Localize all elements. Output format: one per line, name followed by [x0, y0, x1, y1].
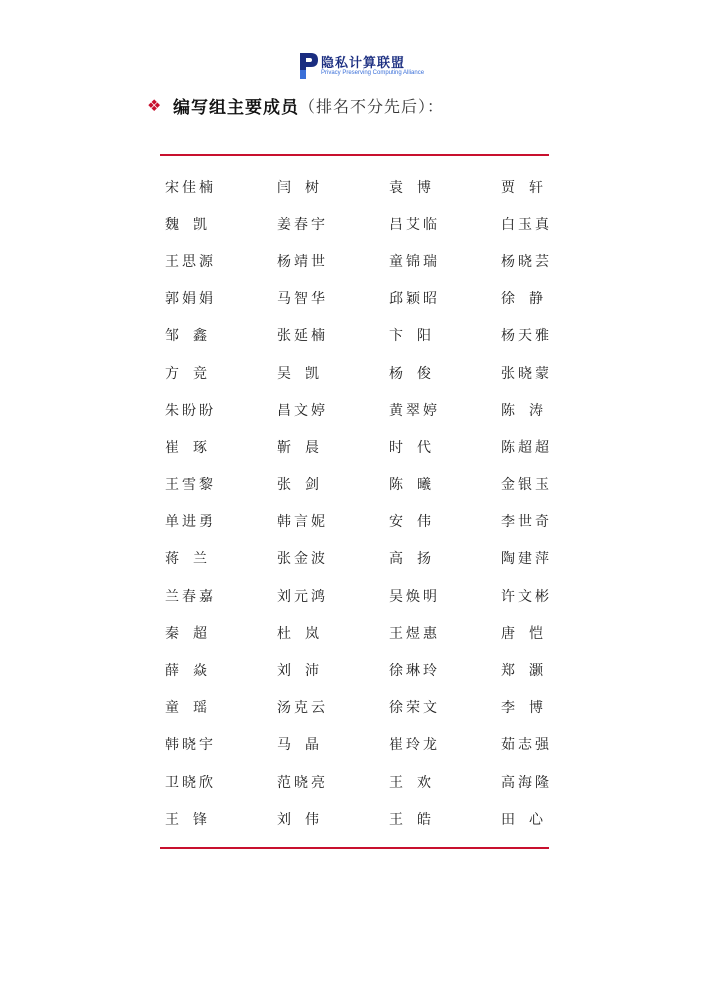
member-name: 吴 焕 明 — [389, 588, 437, 605]
member-name: 高 海 隆 — [501, 774, 549, 791]
member-name: 杨 晓 芸 — [501, 253, 549, 270]
top-divider — [160, 154, 549, 156]
member-name: 韩 言 妮 — [277, 514, 325, 531]
member-name: 黄 翠 婷 — [389, 402, 437, 419]
member-name: 刘 元 鸿 — [277, 588, 325, 605]
member-name: 陈 曦 — [389, 477, 431, 494]
member-row — [160, 689, 549, 726]
member-name: 杨 靖 世 — [277, 253, 325, 270]
member-name: 崔 玲 龙 — [389, 737, 437, 754]
member-name: 方 竞 — [165, 365, 207, 382]
member-row — [160, 503, 549, 540]
member-name: 马 智 华 — [277, 291, 325, 308]
member-name: 魏 凯 — [165, 216, 207, 233]
member-name: 陈 超 超 — [501, 439, 549, 456]
member-name: 闫 树 — [277, 179, 319, 196]
diamond-bullet-icon: ❖ — [147, 95, 162, 115]
member-name: 张 剑 — [277, 477, 319, 494]
member-name: 贾 轩 — [501, 179, 543, 196]
member-name: 刘 伟 — [277, 811, 319, 828]
member-list — [160, 168, 549, 837]
member-row — [160, 651, 549, 688]
member-row — [160, 614, 549, 651]
member-name: 崔 琢 — [165, 439, 207, 456]
member-row — [160, 354, 549, 391]
member-row — [160, 466, 549, 503]
member-name: 邱 颖 昭 — [389, 291, 437, 308]
member-name: 童 锦 瑞 — [389, 253, 437, 270]
member-name: 王 锋 — [165, 811, 207, 828]
member-name: 王 欢 — [389, 774, 431, 791]
member-name: 兰 春 嘉 — [165, 588, 213, 605]
member-row — [160, 280, 549, 317]
member-name: 单 进 勇 — [165, 514, 213, 531]
member-name: 靳 晨 — [277, 439, 319, 456]
logo-name-cn: 隐私计算联盟 — [321, 56, 406, 71]
member-name: 蒋 兰 — [165, 551, 207, 568]
member-name: 王 皓 — [389, 811, 431, 828]
member-row — [160, 763, 549, 800]
member-name: 张 晓 蒙 — [501, 365, 549, 382]
member-name: 张 延 楠 — [277, 328, 325, 345]
member-name: 金 银 玉 — [501, 477, 549, 494]
member-name: 郭 娟 娟 — [165, 291, 213, 308]
member-name: 陈 涛 — [501, 402, 543, 419]
section-heading: 编写组主要成员 — [173, 97, 299, 118]
member-name: 徐 琳 玲 — [389, 663, 437, 680]
member-name: 薛 焱 — [165, 663, 207, 680]
section-title — [147, 93, 444, 117]
member-name: 汤 克 云 — [277, 700, 325, 717]
alliance-logo-icon — [297, 50, 319, 82]
section-heading-note: （排名不分先后）： — [299, 96, 445, 116]
member-name: 秦 超 — [165, 625, 207, 642]
member-name: 王 思 源 — [165, 253, 213, 270]
member-name: 姜 春 宇 — [277, 216, 325, 233]
member-name: 韩 晓 宇 — [165, 737, 213, 754]
member-name: 杜 岚 — [277, 625, 319, 642]
member-name: 陶 建 萍 — [501, 551, 549, 568]
member-name: 卞 阳 — [389, 328, 431, 345]
member-name: 范 晓 亮 — [277, 774, 325, 791]
member-name: 童 瑶 — [165, 700, 207, 717]
member-name: 朱 盼 盼 — [165, 402, 213, 419]
member-row — [160, 726, 549, 763]
member-name: 徐 荣 文 — [389, 700, 437, 717]
member-name: 王 雪 黎 — [165, 477, 213, 494]
member-name: 袁 博 — [389, 179, 431, 196]
member-row — [160, 391, 549, 428]
member-name: 吕 艾 临 — [389, 216, 437, 233]
bottom-divider — [160, 847, 549, 849]
member-name: 郑 灏 — [501, 663, 543, 680]
member-name: 杨 天 雅 — [501, 328, 549, 345]
member-name: 安 伟 — [389, 514, 431, 531]
member-name: 张 金 波 — [277, 551, 325, 568]
member-name: 吴 凯 — [277, 365, 319, 382]
member-name: 唐 恺 — [501, 625, 543, 642]
alliance-logo — [297, 50, 425, 84]
member-row — [160, 242, 549, 279]
member-row — [160, 205, 549, 242]
member-name: 时 代 — [389, 439, 431, 456]
member-row — [160, 428, 549, 465]
member-name: 邹 鑫 — [165, 328, 207, 345]
member-row — [160, 540, 549, 577]
member-row — [160, 577, 549, 614]
member-name: 李 博 — [501, 700, 543, 717]
member-name: 白 玉 真 — [501, 216, 549, 233]
member-name: 刘 沛 — [277, 663, 319, 680]
member-name: 许 文 彬 — [501, 588, 549, 605]
member-row — [160, 800, 549, 837]
member-name: 徐 静 — [501, 291, 543, 308]
member-name: 杨 俊 — [389, 365, 431, 382]
member-name: 昌 文 婷 — [277, 402, 325, 419]
member-name: 马 晶 — [277, 737, 319, 754]
member-row — [160, 317, 549, 354]
member-name: 宋 佳 楠 — [165, 179, 213, 196]
member-name: 王 煜 惠 — [389, 625, 437, 642]
member-name: 田 心 — [501, 811, 543, 828]
member-name: 李 世 奇 — [501, 514, 549, 531]
logo-name-en: Privacy Preserving Computing Alliance — [321, 70, 425, 76]
member-name: 茹 志 强 — [501, 737, 549, 754]
member-name: 卫 晓 欣 — [165, 774, 213, 791]
member-name: 高 扬 — [389, 551, 431, 568]
member-row — [160, 168, 549, 205]
